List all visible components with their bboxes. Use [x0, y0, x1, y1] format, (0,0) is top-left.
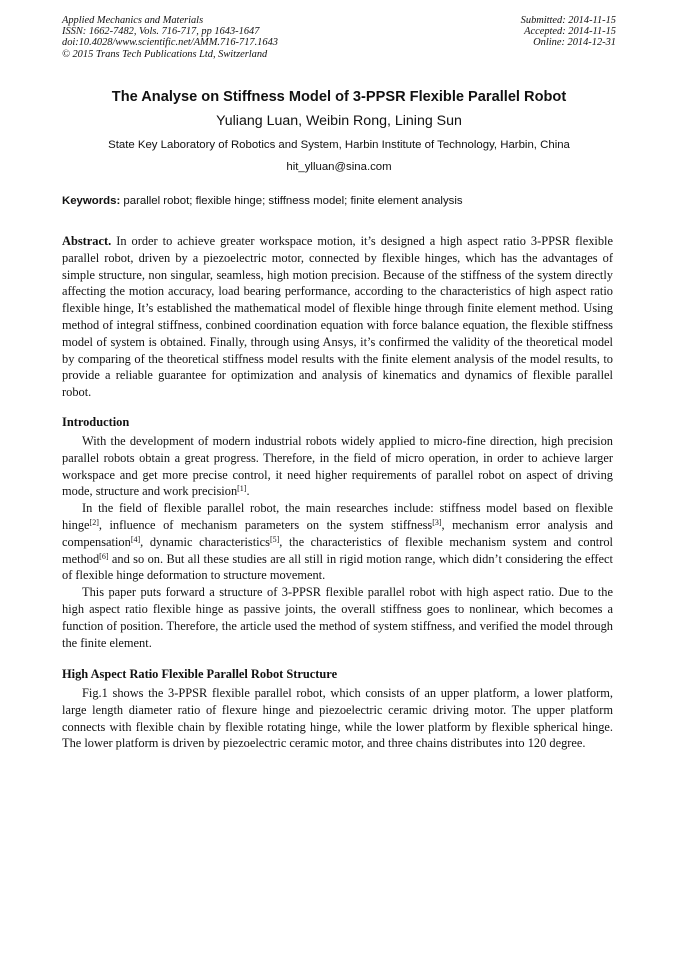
paper-authors: Yuliang Luan, Weibin Rong, Lining Sun — [216, 113, 462, 129]
text-run: , the characteristics of flexible mechanism system and control method — [62, 534, 613, 566]
abstract-label: Abstract. — [62, 234, 112, 248]
abstract — [62, 233, 613, 401]
text-run: . — [246, 484, 250, 499]
online-date: Online: 2014-12-31 — [533, 37, 616, 49]
introduction-body — [62, 433, 613, 651]
structure-body — [62, 685, 613, 752]
section-heading-structure: High Aspect Ratio Flexible Parallel Robot Structure — [62, 667, 338, 681]
citation-ref[interactable]: [5] — [269, 534, 280, 544]
intro-paragraph-3: This paper puts forward a structure of 3-PPSR flexible parallel robot with high aspect ratio. Due to the high aspect ratio flexible hinge as passive joints, the overall stiffness goes to nonlinear, which becomes a function of position. Therefore, the article used the method of system stiffness, and verified the model through the finite element. — [62, 585, 613, 650]
accepted-date: Accepted: 2014-11-15 — [524, 26, 616, 38]
submission-dates — [521, 15, 616, 49]
citation-ref[interactable]: [6] — [99, 551, 109, 561]
journal-name: Applied Mechanics and Materials — [62, 15, 204, 26]
text-run: In the field of flexible parallel robot, the main researches include: stiffness model based on flexible hinge — [62, 501, 613, 532]
citation-ref[interactable]: [1] — [237, 484, 247, 494]
abstract-text: In order to achieve greater workspace motion, it’s designed a high aspect ratio 3-PPSR flexible parallel robot, driven by a piezoelectric motor, connected by flexible hinges, which has the advantages of simple structure, non singular, seamless, high motion precision. Because of the stiffness of the system directly affecting the motion accuracy, load bearing performance, according to the characteristics of high aspect ratio flexible hinge, It’s established the mathematical model of flexible hinge through finite element method. Using method of integral stiffness, conbined coordination equation with force balance equation, the flexible stiffness model of system is obtained. Finally, through using Ansys, it’s confirmed the validity of the theoretical model by comparing of the theoretical stiffness model results with the finite element analysis of the model results, to provide a reliable guarantee for optimization and analysis of kinematics and dynamics of flexible parallel robot. — [62, 234, 613, 400]
text-run: , mechanism error analysis and compensation — [62, 517, 613, 549]
author-email[interactable]: hit_ylluan@sina.com — [286, 161, 392, 173]
text-run: With the development of modern industrial robots widely applied to micro-fine direction, high precision parallel robots obtain a great progress. Therefore, in the field of micro operation, in order to achieve larger workspace and get more precise control, it need higher requirements of parallel robot on aspect of driving mode, structure and work precision — [62, 434, 613, 499]
journal-header — [62, 15, 278, 60]
text-run: , dynamic characteristics — [140, 534, 270, 549]
journal-issn: ISSN: 1662-7482, Vols. 716-717, pp 1643-1647 — [62, 26, 260, 38]
text-run: , influence of mechanism parameters on the system stiffness — [98, 517, 433, 532]
citation-ref[interactable]: [3] — [432, 517, 442, 527]
journal-copyright: © 2015 Trans Tech Publications Ltd, Switzerland — [62, 48, 268, 60]
citation-ref[interactable]: [4] — [130, 534, 141, 544]
keywords — [62, 195, 463, 207]
submitted-date: Submitted: 2014-11-15 — [520, 15, 616, 26]
structure-paragraph-1: Fig.1 shows the 3-PPSR flexible parallel robot, which consists of an upper platform, a lower platform, large length diameter ratio of flexure hinge and piezoelectric ceramic driving motor. The upper platform connects with flexible chain by flexible rotating hinge, while the lower platform by flexible spherical hinge. The lower platform is driven by piezoelectric ceramic motor, and three chains distributes into 120 degree. — [62, 686, 613, 751]
citation-ref[interactable]: [2] — [89, 517, 99, 527]
section-heading-introduction: Introduction — [62, 415, 130, 429]
keywords-list: parallel robot; flexible hinge; stiffness model; finite element analysis — [123, 195, 463, 207]
paper-affiliation: State Key Laboratory of Robotics and System, Harbin Institute of Technology, Harbin, China — [108, 139, 570, 151]
text-run: and so on. But all these studies are all still in rigid motion range, which didn’t considering the effect of flexible hinge deformation to structure movement. — [62, 551, 613, 583]
intro-paragraph-2 — [62, 500, 613, 584]
intro-paragraph-1 — [62, 433, 613, 500]
keywords-label: Keywords: — [62, 195, 121, 207]
paper-title: The Analyse on Stiffness Model of 3-PPSR Flexible Parallel Robot — [111, 89, 567, 105]
journal-doi[interactable]: doi:10.4028/www.scientific.net/AMM.716-717.1643 — [62, 37, 278, 49]
